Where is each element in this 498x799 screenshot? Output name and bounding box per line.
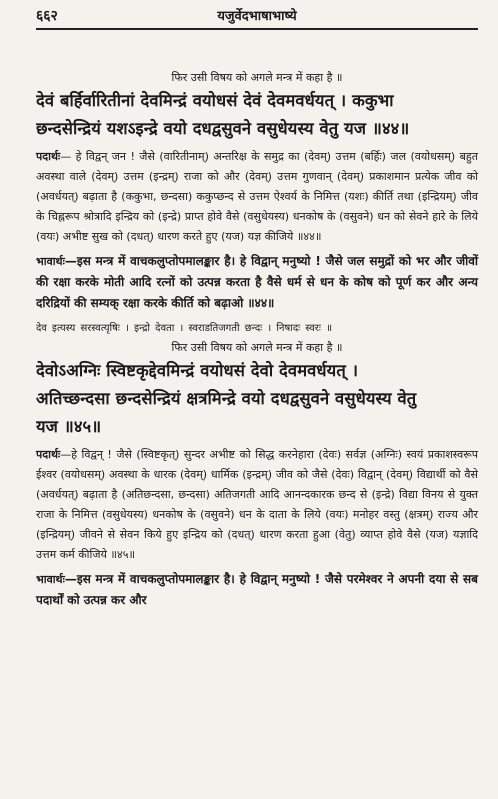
bhavartha-label: भावार्थः [36,573,65,586]
padartha-text: —हे विद्वन् ! जैसे (स्विष्टकृत्) सुन्दर अभीष्ट को सिद्ध करनेहारा (देवः) सर्वज्ञ (अग्निः) स्वयं प्रकाशस्वरूप ईश्वर (वयोधसम्) अवस्था के धारक (देवम्) धार्मिक (इन्द्रम्) जीव को जैसे (देवः) विद्वान् (देवम्) विद्यार्थी को वैसे (अवर्धयत्) बढ़ाता है (अतिछन्दसा, छन्दसा) अतिजगती आदि आनन्दकारक छन्द से (इन्द्रे) विद्या विनय से युक्त राजा के निमित्त (वसुधेयस्य) धनकोष के (वसुवने) धन के दाता के लिये (वयः) मनोहर वस्तु (क्षत्रम्) राज्य और (इन्द्रियम्) जीवने से सेवन किये हुए इन्द्रिय को (दधत्) धारण करता हुआ (वेतु) व्याप्त होवे वैसे (यज) यज्ञादि उत्तम कर्म कीजिये ॥४५॥ [36,448,478,561]
padartha-text: — हे विद्वन् जन ! जैसे (वारितीनाम्) अन्तरिक्ष के समुद्र का (देवम्) उत्तम (बर्हिः) जल (वयोधसम्) बहुत अवस्था वाले (देवम्) उत्तम (इन्द्रम्) राजा को और (देवम्) उत्तम गुणवान् (देवम्) प्रकाशमान प्रत्येक जीव को (अवर्धयत्) बढ़ाता है (ककुभा, छन्दसा) ककुप्छन्द से उत्तम ऐश्वर्य के निमित्त (यशः) कीर्ति तथा (इन्द्रियम्) जीव के चिह्नरूप श्रोत्रादि इन्द्रिय को (इन्द्रे) प्राप्त होवे वैसे (वसुधेयस्य) धनकोष के (वसुवने) धन को सेवने हारे के लिये (वयः) अभीष्ट सुख को (दधत्) धारण करते हुए (यज) यज्ञ कीजिये ॥४४॥ [36,150,478,243]
padartha-paragraph [36,147,478,247]
bhavartha-paragraph [36,251,478,314]
running-title: यजुर्वेदभाषाभाष्ये [217,9,297,24]
mantra-verse [36,357,478,441]
padartha-label: पदार्थः [36,150,61,163]
bhavartha-label: भावार्थः [36,255,65,268]
devata-line: देव इत्यस्य सरस्वत्यृषिः । इन्द्रो देवता । स्वराडतिजगती छन्दः । निषादः स्वरः ॥ [36,323,333,334]
mantra-line: यज ॥४५॥ [36,417,102,436]
header-rule [36,28,478,30]
section-intro: फिर उसी विषय को अगले मन्त्र में कहा है ॥ [171,71,343,84]
bhavartha-paragraph [36,569,478,611]
padartha-paragraph [36,445,478,565]
mantra-verse [36,87,478,143]
mantra-line: छन्दसेन्द्रियं यशऽइन्द्रे वयो दधद्वसुवने वसुधेयस्य वेतु यज ॥४४॥ [36,119,410,138]
mantra-line: अतिच्छन्दसा छन्दसेन्द्रियं क्षत्रमिन्द्रे वयो दधद्वसुवने वसुधेयस्य वेतु [36,389,417,408]
page-header [36,6,478,28]
page-body [36,70,478,611]
page-number: ६६२ [36,8,58,24]
padartha-label: पदार्थः [36,448,61,461]
mantra-line: देवोऽअग्निः स्विष्टकृद्देवमिन्द्रं वयोधसं देवो देवमवर्धयत् । [36,361,359,380]
section-intro: फिर उसी विषय को अगले मन्त्र में कहा है ॥ [171,341,343,354]
mantra-line: देवं बर्हिर्वारितीनां देवमिन्द्रं वयोधसं देवं देवमवर्धयत् । ककुभा [36,91,394,110]
bhavartha-text: —इस मन्त्र में वाचकलुप्तोपमालङ्कार है। हे विद्वान् मनुष्यो ! जैसे जल समुद्रों को भर और जीवों की रक्षा करके मोती आदि रत्नों को उत्पन्न करता है वैसे धर्म से धन के कोष को पूर्ण कर और अन्य दरिद्रियों की सम्यक् रक्षा करके कीर्ति को बढ़ाओ ॥४४॥ [36,254,478,310]
bhavartha-text: —इस मन्त्र में वाचकलुप्तोपमालङ्कार है। हे विद्वान् मनुष्यो ! जैसे परमेश्वर ने अपनी दया से सब पदार्थों को उत्पन्न कर और [36,572,478,607]
